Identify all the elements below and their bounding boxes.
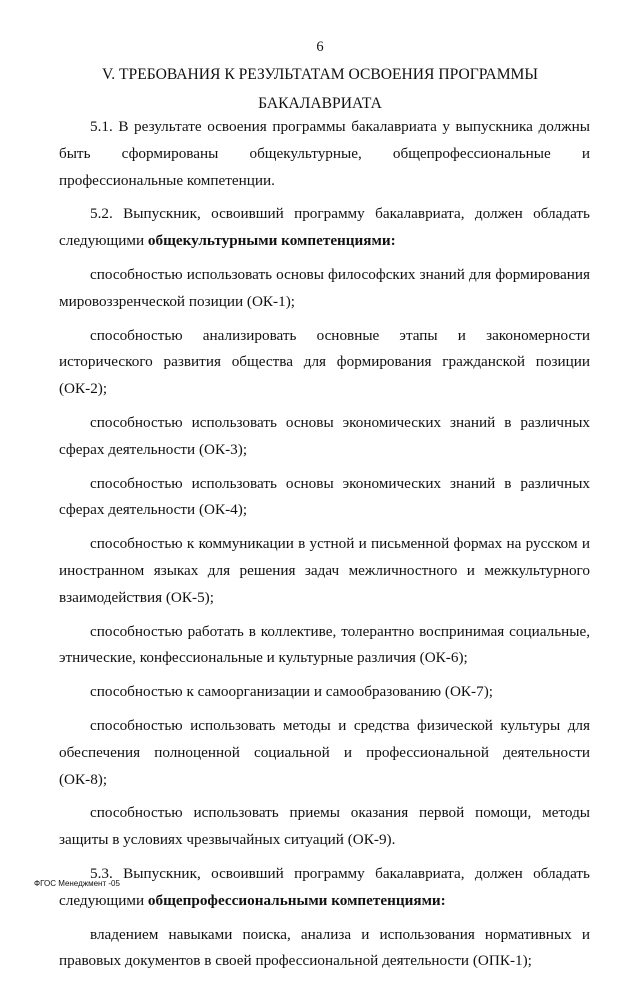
page-number: 6 xyxy=(316,39,324,55)
competency-ok-3: способностью использовать основы экономических знаний в различных сферах деятельности (ОК-3); xyxy=(59,413,590,458)
document-body xyxy=(59,114,590,982)
paragraph-5-2-bold: общекультурными компетенциями: xyxy=(147,232,396,250)
competency-ok-8: способностью использовать методы и средства физической культуры для обеспечения полноценной социальной и профессиональной деятельности (ОК-8); xyxy=(59,716,590,788)
paragraph-5-3-text: 5.3. Выпускник, освоивший программу бакалавриата, должен обладать следующими xyxy=(59,864,590,909)
competency-ok-6: способностью работать в коллективе, толерантно воспринимая социальные, этнические, конфессиональные и культурные различия (ОК-6); xyxy=(59,622,590,667)
competency-ok-4: способностью использовать основы экономических знаний в различных сферах деятельности (ОК-4); xyxy=(59,474,590,519)
competency-ok-5: способностью к коммуникации в устной и письменной формах на русском и иностранном языках для решения задач межличностного и межкультурного взаимодействия (ОК-5); xyxy=(59,535,590,606)
paragraph-5-2-text: 5.2. Выпускник, освоивший программу бакалавриата, должен обладать следующими xyxy=(59,205,590,250)
paragraph-5-1: 5.1. В результате освоения программы бакалавриата у выпускника должны быть сформированы общекультурные, общепрофессиональные и профессиональные компетенции. xyxy=(59,118,590,189)
paragraph-5-2 xyxy=(59,201,590,255)
section-title-line-1: V. ТРЕБОВАНИЯ К РЕЗУЛЬТАТАМ ОСВОЕНИЯ ПРОГРАММЫ xyxy=(101,66,539,83)
competency-ok-2: способностью анализировать основные этапы и закономерности исторического развития общества для формирования гражданской позиции (ОК-2); xyxy=(59,326,590,398)
competency-ok-7: способностью к самоорганизации и самообразованию (ОК-7); xyxy=(90,683,493,701)
paragraph-5-3 xyxy=(59,861,590,915)
competency-opk-1: владением навыками поиска, анализа и использования нормативных и правовых документов в своей профессиональной деятельности (ОПК-1); xyxy=(59,925,590,970)
footer-note: ФГОС Менеджмент -05 xyxy=(34,879,120,888)
paragraph-5-3-bold: общепрофессиональными компетенциями: xyxy=(147,891,446,909)
competency-ok-1: способностью использовать основы философских знаний для формирования мировоззренческой позиции (ОК-1); xyxy=(59,265,590,310)
competency-ok-9: способностью использовать приемы оказания первой помощи, методы защиты в условиях чрезвычайных ситуаций (ОК-9). xyxy=(59,804,590,849)
section-title-line-2: БАКАЛАВРИАТА xyxy=(258,95,382,112)
